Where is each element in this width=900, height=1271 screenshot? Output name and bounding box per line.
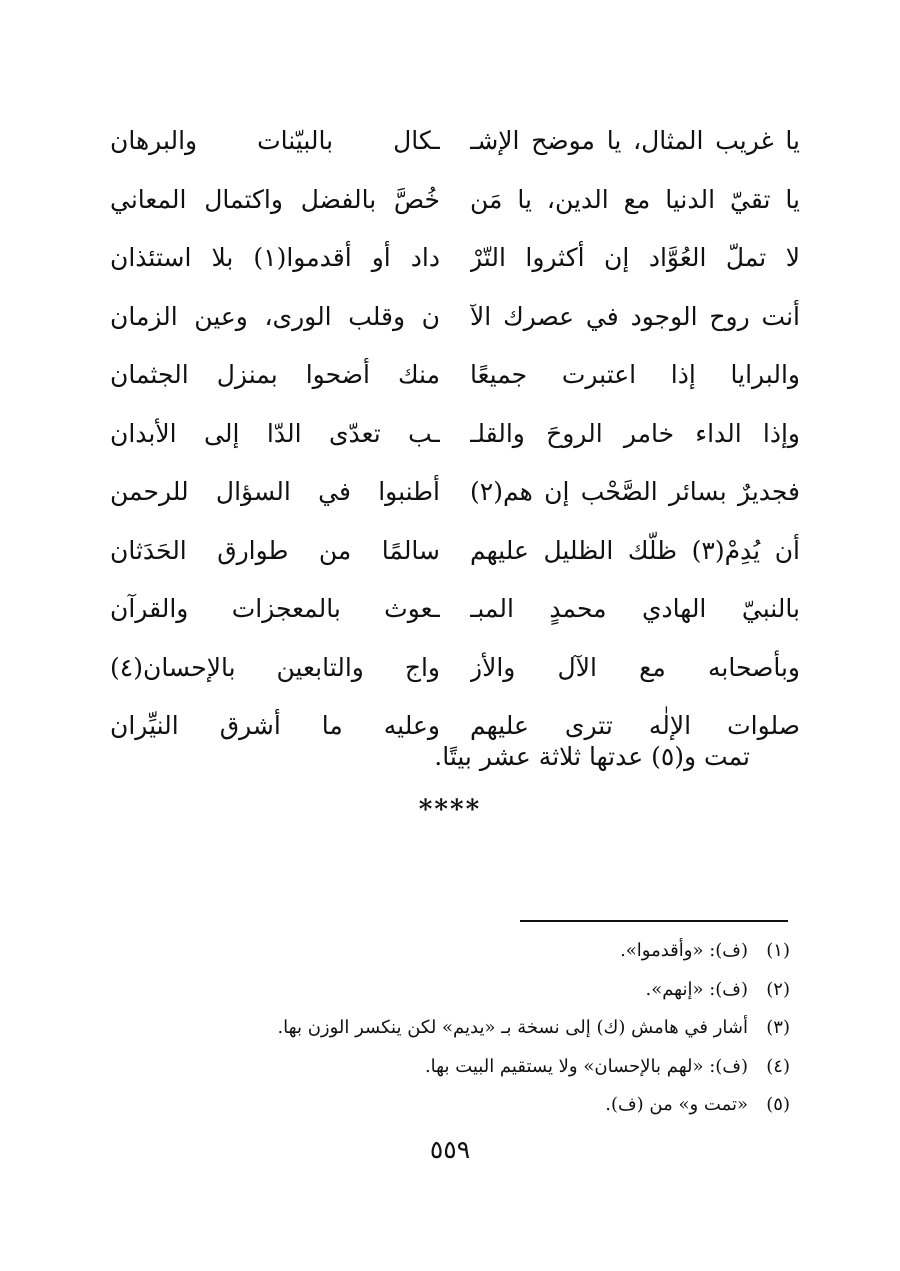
verse (100, 229, 800, 288)
footnote-number: (٢) (766, 978, 790, 1000)
footnote-text: «تمت و» من (ف). (605, 1094, 748, 1115)
second-hemistich: واج والتابعين بالإحسان(٤) (110, 652, 440, 682)
second-hemistich: ـكال بالبيّنات والبرهان (110, 126, 440, 155)
first-hemistich: وإذا الداء خامر الروحَ والقلـ (470, 418, 800, 448)
verse (100, 580, 800, 639)
second-hemistich: ن وقلب الورى، وعين الزمان (110, 301, 440, 331)
second-hemistich: منك أضحوا بمنزل الجثمان (110, 360, 440, 389)
first-hemistich: والبرايا إذا اعتبرت جميعًا (470, 360, 800, 389)
first-hemistich: فجديرٌ بسائر الصَّحْب إن هم(٢) (470, 477, 800, 506)
footnote-number: (٣) (766, 1017, 790, 1038)
first-hemistich: وبأصحابه مع الآل والأز (470, 652, 800, 682)
verse (100, 522, 800, 581)
footnote-number: (١) (766, 940, 790, 961)
footnote-text: (ف): «إنهم». (645, 978, 748, 1000)
footnote-text: أشار في هامش (ك) إلى نسخة بـ «يديم» لكن ينكسر الوزن بها. (277, 1017, 748, 1038)
footnote (100, 1048, 790, 1087)
footnote (100, 1009, 790, 1048)
first-hemistich: أن يُدِمْ(٣) ظلّك الظليل عليهم (470, 535, 800, 565)
second-hemistich: وعليه ما أشرق النيِّران (110, 711, 440, 740)
second-hemistich: ـعوث بالمعجزات والقرآن (110, 594, 440, 623)
footnote (100, 932, 790, 971)
second-hemistich: خُصَّ بالفضل واكتمال المعاني (110, 184, 440, 214)
first-hemistich: يا تقيّ الدنيا مع الدين، يا مَن (470, 184, 800, 214)
verse (100, 171, 800, 230)
footnote-text: (ف): «لهم بالإحسان» ولا يستقيم البيت بها. (424, 1055, 748, 1077)
section-separator: **** (418, 795, 482, 825)
first-hemistich: لا تملّ العُوَّاد إن أكثروا التّرْ (470, 243, 800, 272)
footnote-number: (٤) (766, 1055, 790, 1077)
second-hemistich: سالمًا من طوارق الحَدَثان (110, 535, 440, 565)
verse (100, 346, 800, 405)
footnotes (100, 932, 790, 1125)
footnote-divider (520, 920, 788, 922)
first-hemistich: صلوات الإلٰه تترى عليهم (470, 711, 800, 740)
verse (100, 112, 800, 171)
first-hemistich: يا غريب المثال، يا موضح الإشـ (470, 126, 800, 155)
second-hemistich: ـب تعدّى الدّا إلى الأبدان (110, 418, 440, 448)
first-hemistich: بالنبيّ الهادي محمدٍ المبـ (470, 594, 800, 623)
poem (100, 112, 800, 756)
second-hemistich: داد أو أقدموا(١) بلا استئذان (110, 243, 440, 272)
footnote-text: (ف): «وأقدموا». (620, 940, 748, 961)
page-number: ٥٥٩ (429, 1135, 471, 1164)
verse (100, 288, 800, 347)
footnote (100, 971, 790, 1010)
first-hemistich: أنت روح الوجود في عصرك الآ (470, 301, 800, 331)
verse (100, 463, 800, 522)
second-hemistich: أطنبوا في السؤال للرحمن (110, 477, 440, 506)
verse (100, 405, 800, 464)
verse (100, 639, 800, 698)
footnote-number: (٥) (766, 1094, 790, 1115)
footnote (100, 1086, 790, 1125)
closing-line: تمت و(٥) عدتها ثلاثة عشر بيتًا. (434, 742, 750, 771)
